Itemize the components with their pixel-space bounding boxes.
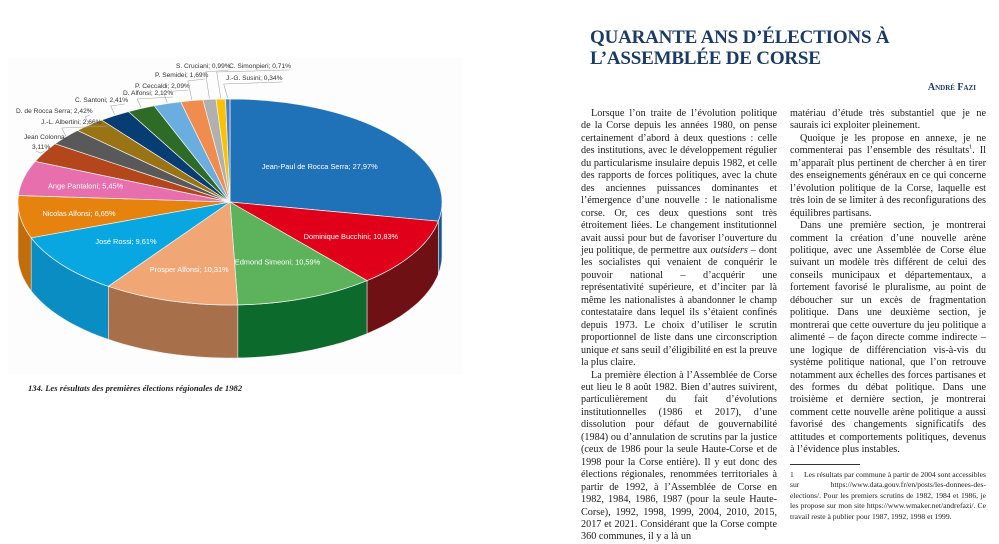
pie-label: C. Santoni; 2,41% <box>75 97 129 104</box>
pie-label: Jean Colonna; 3,11% <box>24 134 67 151</box>
pie-chart-figure <box>8 57 463 375</box>
pie-label: D. de Rocca Serra; 2,42% <box>16 108 93 115</box>
text-column-left <box>581 108 777 544</box>
pie-label: D. Alfonsi; 2,12% <box>123 90 174 97</box>
pie-leader-line <box>188 79 205 100</box>
emphasis: et <box>611 344 619 356</box>
pie-label: P. Semidei; 1,69% <box>155 72 209 79</box>
text-run: – dont les socialistes qui venaient de conquérir le pouvoir national – d’acquérir une représentativité supérieure, et d’inciter par là même les nationalistes à abandonner le champ contestataire dans lequel ils s’étaient confinés depuis 1973. Le choix d’utiliser le scrutin proportionnel de liste dans une circonscription unique <box>581 244 777 356</box>
paragraph <box>581 108 777 370</box>
article-author: André Fazi <box>927 82 976 93</box>
text-run: . Il m’apparaît plus pertinent de chercher à en tirer des enseignements généraux en ce qui concerne l’évolution politique de la Corse, laquelle est très loin de se limiter à des reconfigurations des équilibres partisans. <box>790 145 986 219</box>
pie-slice-0 <box>230 99 442 221</box>
pie-leader-line <box>36 151 44 153</box>
figure-caption: 134. Les résultats des premières élections régionales de 1982 <box>28 383 243 393</box>
footnote-text: Les résultats par commune à partir de 2004 sont accessibles sur https://www.data.gouv.fr/en/posts/les-donnees-des-elections/. Pour les premiers scrutins de 1982, 1984 et 1986, je les propose sur mon site https://www.wmaker.net/andrefazi/. Ce travail reste à publier pour 1987, 1992, 1998 et 1999. <box>790 469 986 521</box>
footnote-number: 1 <box>790 469 794 479</box>
text-column-right <box>790 108 986 522</box>
paragraph: Dans une première section, je montrerai comment la création d’une nouvelle arène politique, avec une Assemblée de Corse élue suivant un modèle très différent de celui des conseils municipaux et départementaux, a fortement favorisé le pluralisme, au point de déboucher sur un excès de fragmentation politique. Dans une deuxième section, je montrerai que cette ouverture du jeu politique a alimenté – de façon directe comme indirecte – une logique de différenciation vis-à-vis du système politique national, que l’on retrouve notamment aux échelles des forces partisanes et des formes du débat politique. Dans une troisième et dernière section, je montrerai comment cette nouvelle arène politique a aussi favorisé des changements significatifs des attitudes et comportements politiques, devenus à l’évidence plus instables. <box>790 220 986 456</box>
pie-label: Jean-Paul de Rocca Serra; 27,97% <box>261 161 378 171</box>
emphasis: outsiders <box>710 244 748 256</box>
pie-label: Nicolas Alfonsi; 6,65% <box>42 208 116 218</box>
paragraph <box>790 133 986 220</box>
footnote-ref[interactable]: 1 <box>969 144 973 151</box>
paragraph: matériau d’étude très substantiel que je ne saurais ici exploiter pleinement. <box>790 108 986 132</box>
pie-label: J.-G. Susini; 0,34% <box>226 75 283 82</box>
pie-chart <box>8 57 463 375</box>
pie-label: J.-L. Albertini; 2,66% <box>41 119 102 126</box>
text-run: Quoique je les propose en annexe, je ne commenterai pas l’ensemble des résultats <box>790 132 986 157</box>
pie-label: José Rossi; 9,61% <box>95 237 157 246</box>
pie-label: P. Ceccaldi; 2,09% <box>135 83 190 90</box>
text-run: sans seuil d’éligibilité en est la preuve la plus claire. <box>581 344 777 369</box>
text-run: Lorsque l’on traite de l’évolution politique de la Corse depuis les années 1980, on pense certainement d’abord à deux questions : celle des institutions, avec le développement régulier du particularisme insulaire depuis 1982, et celle des rapports de forces politiques, avec la chute des anciennes puissances dominantes et l’émergence d’une nouvelle : le nationalisme corse. Or, ces deux questions sont très étroitement liées. Le changement institutionnel avait aussi pour but de favoriser l’ouverture du jeu politique, de permettre aux <box>581 108 777 256</box>
article-title: QUARANTE ANS D’ÉLECTIONS À L’ASSEMBLÉE DE CORSE <box>590 27 890 69</box>
pie-label: Ange Pantaloni; 5,45% <box>47 181 124 191</box>
pie-leader-line <box>224 82 283 98</box>
pie-label: Edmond Simeoni; 10,59% <box>234 257 321 267</box>
pie-label: Prosper Alfonsi; 10,31% <box>149 265 229 275</box>
pie-label: S. Cruciani; 0,99% <box>176 63 231 70</box>
paragraph: La première élection à l’Assemblée de Corse eut lieu le 8 août 1982. Bien d’autres suivirent, particulièrement du fait d’évolutions institutionnelles (1986 et 2017), d’une dissolution pour défaut de gouvernabilité (1984) ou d’annulation de scrutins par la justice (ceux de 1986 pour la seule Haute-Corse et de 1998 pour la Corse entière). Il y eut donc des élections régionales, renommées territoriales à partir de 1992, à l’Assemblée de Corse en 1982, 1984, 1986, 1987 (pour la seule Haute-Corse), 1992, 1998, 1999, 2004, 2010, 2015, 2017 et 2021. Considérant que la Corse compte 360 communes, il y a là un <box>581 369 777 543</box>
pie-label: Dominique Bucchini; 10,83% <box>303 232 399 242</box>
pie-label: C. Simonpieri; 0,71% <box>229 63 291 70</box>
footnote-separator <box>790 464 860 465</box>
